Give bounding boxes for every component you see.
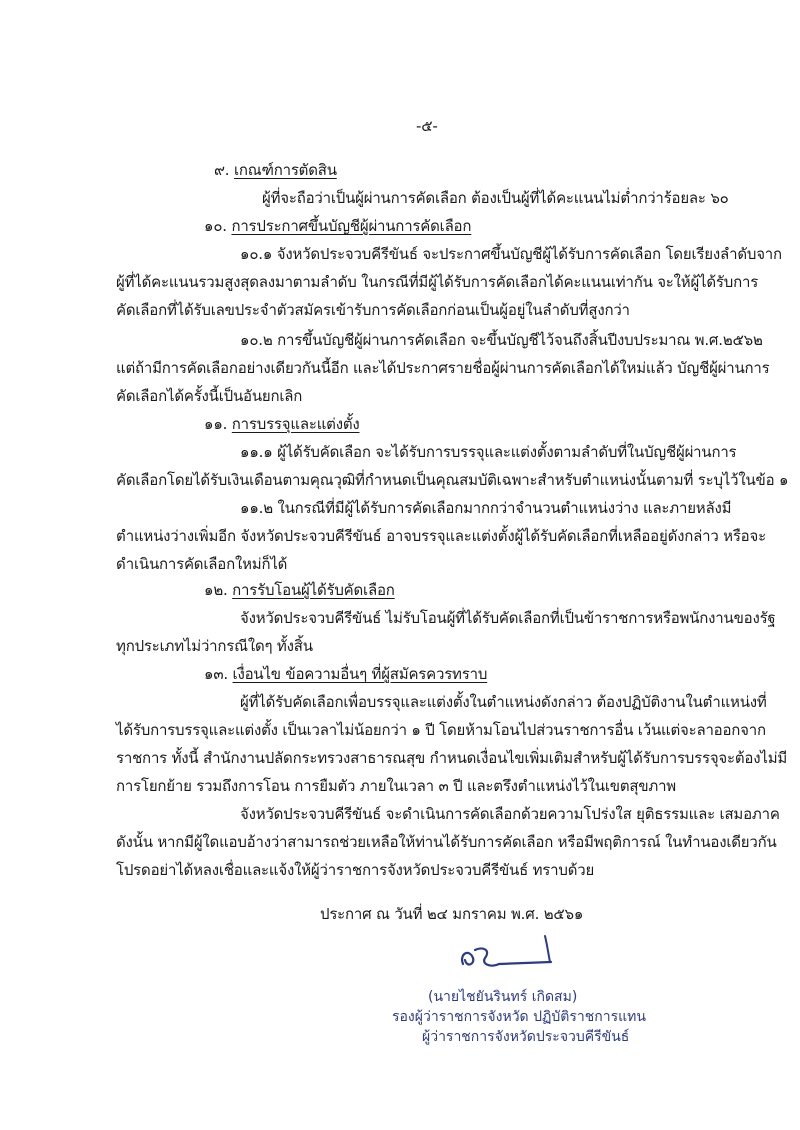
section-10-line-6: คัดเลือกได้ครั้งนี้เป็นอันยกเลิก — [116, 387, 303, 405]
section-11-number: ๑๑. — [204, 415, 228, 433]
section-13-title: เงื่อนไข ข้อความอื่นๆ ที่ผู้สมัครควรทราบ — [232, 665, 488, 683]
section-10-line-3: คัดเลือกที่ได้รับเลขประจำตัวสมัครเข้ารับการคัดเลือกก่อนเป็นผู้อยู่ในลำดับที่สูงกว่า — [116, 301, 630, 319]
section-10-line-1: ๑๐.๑ จังหวัดประจวบคีรีขันธ์ จะประกาศขึ้นบัญชีผู้ได้รับการคัดเลือก โดยเรียงลำดับจาก — [240, 245, 782, 263]
section-10-line-4: ๑๐.๒ การขึ้นบัญชีผู้ผ่านการคัดเลือก จะขึ้นบัญชีไว้จนถึงสิ้นปีงบประมาณ พ.ศ.๒๕๖๒ — [240, 331, 763, 349]
section-10-line-5: แต่ถ้ามีการคัดเลือกอย่างเดียวกันนี้อีก และได้ประกาศรายชื่อผู้ผ่านการคัดเลือกได้ใหม่แล้ว บัญชีผู้ผ่านการ — [116, 359, 770, 377]
section-11-title: การบรรจุและแต่งตั้ง — [231, 415, 360, 433]
signer-title-2: ผู้ว่าราชการจังหวัดประจวบคีรีขันธ์ — [422, 1029, 630, 1045]
section-13-line-2: ได้รับการบรรจุและแต่งตั้ง เป็นเวลาไม่น้อยกว่า ๑ ปี โดยห้ามโอนไปส่วนราชการอื่น เว้นแต่จะลาออกจาก — [116, 721, 766, 739]
signer-title-1: รองผู้ว่าราชการจังหวัด ปฏิบัติราชการแทน — [392, 1009, 646, 1025]
handwritten-signature — [455, 930, 565, 980]
section-9-title: เกณฑ์การตัดสิน — [233, 161, 337, 179]
section-13-line-7: โปรดอย่าได้หลงเชื่อและแจ้งให้ผู้ว่าราชการจังหวัดประจวบคีรีขันธ์ ทราบด้วย — [116, 861, 595, 879]
section-13-line-5: จังหวัดประจวบคีรีขันธ์ จะดำเนินการคัดเลือกด้วยความโปร่งใส ยุติธรรมและ เสมอภาค — [240, 805, 780, 823]
signer-name: (นายไชยันรินทร์ เกิดสม) — [428, 989, 578, 1005]
section-11-line-2: คัดเลือกโดยได้รับเงินเดือนตามคุณวุฒิที่กำหนดเป็นคุณสมบัติเฉพาะสำหรับตำแหน่งนั้นตามที่ ระบุไว้ในข้อ ๑ — [116, 471, 789, 489]
section-11-heading — [204, 414, 360, 434]
section-12-title: การรับโอนผู้ได้รับคัดเลือก — [232, 581, 395, 599]
section-13-line-4: การโยกย้าย รวมถึงการโอน การยืมตัว ภายในเวลา ๓ ปี และตรึงตำแหน่งไว้ในเขตสุขภาพ — [116, 777, 676, 795]
section-11-line-3: ๑๑.๒ ในกรณีที่มีผู้ได้รับการคัดเลือกมากกว่าจำนวนตำแหน่งว่าง และภายหลังมี — [240, 499, 732, 517]
section-13-line-3: ราชการ ทั้งนี้ สำนักงานปลัดกระทรวงสาธารณสุข กำหนดเงื่อนไขเพิ่มเติมสำหรับผู้ได้รับการบรรจุจะต้องไม่มี — [116, 749, 788, 767]
section-13-heading — [204, 664, 487, 684]
section-11-line-4: ตำแหน่งว่างเพิ่มอีก จังหวัดประจวบคีรีขันธ์ อาจบรรจุและแต่งตั้งผู้ได้รับคัดเลือกที่เหลืออยู่ดังกล่าว หรือจะ — [116, 527, 766, 545]
section-12-line-2: ทุกประเภทไม่ว่ากรณีใดๆ ทั้งสิ้น — [116, 637, 313, 655]
section-11-line-5: ดำเนินการคัดเลือกใหม่ก็ได้ — [116, 555, 288, 573]
section-10-line-2: ผู้ที่ได้คะแนนรวมสูงสุดลงมาตามลำดับ ในกรณีที่มีผู้ได้รับการคัดเลือกได้คะแนนเท่ากัน จะให้ผู้ได้รับการ — [116, 273, 759, 291]
section-10-number: ๑๐. — [204, 217, 227, 235]
section-13-line-6: ดังนั้น หากมีผู้ใดแอบอ้างว่าสามารถช่วยเหลือให้ท่านได้รับการคัดเลือก หรือมีพฤติการณ์ ในทำนองเดียวกัน — [116, 833, 777, 851]
section-9-heading — [214, 160, 337, 180]
section-10-title: การประกาศขึ้นบัญชีผู้ผ่านการคัดเลือก — [231, 217, 472, 235]
section-9-line-1: ผู้ที่จะถือว่าเป็นผู้ผ่านการคัดเลือก ต้องเป็นผู้ที่ได้คะแนนไม่ต่ำกว่าร้อยละ ๖๐ — [262, 189, 729, 207]
section-9-number: ๙. — [214, 161, 230, 179]
section-10-heading — [204, 216, 471, 236]
announcement-date: ประกาศ ณ วันที่ ๒๔ มกราคม พ.ศ. ๒๕๖๑ — [320, 905, 584, 923]
section-13-number: ๑๓. — [204, 665, 228, 683]
section-12-number: ๑๒. — [204, 581, 228, 599]
section-12-line-1: จังหวัดประจวบคีรีขันธ์ ไม่รับโอนผู้ที่ได้รับคัดเลือกที่เป็นข้าราชการหรือพนักงานของรัฐ — [240, 609, 776, 627]
page-number: -๕- — [416, 117, 438, 135]
section-13-line-1: ผู้ที่ได้รับคัดเลือกเพื่อบรรจุและแต่งตั้งในตำแหน่งดังกล่าว ต้องปฏิบัติงานในตำแหน่งที่ — [240, 693, 767, 711]
section-11-line-1: ๑๑.๑ ผู้ได้รับคัดเลือก จะได้รับการบรรจุและแต่งตั้งตามลำดับที่ในบัญชีผู้ผ่านการ — [240, 443, 737, 461]
section-12-heading — [204, 580, 395, 600]
